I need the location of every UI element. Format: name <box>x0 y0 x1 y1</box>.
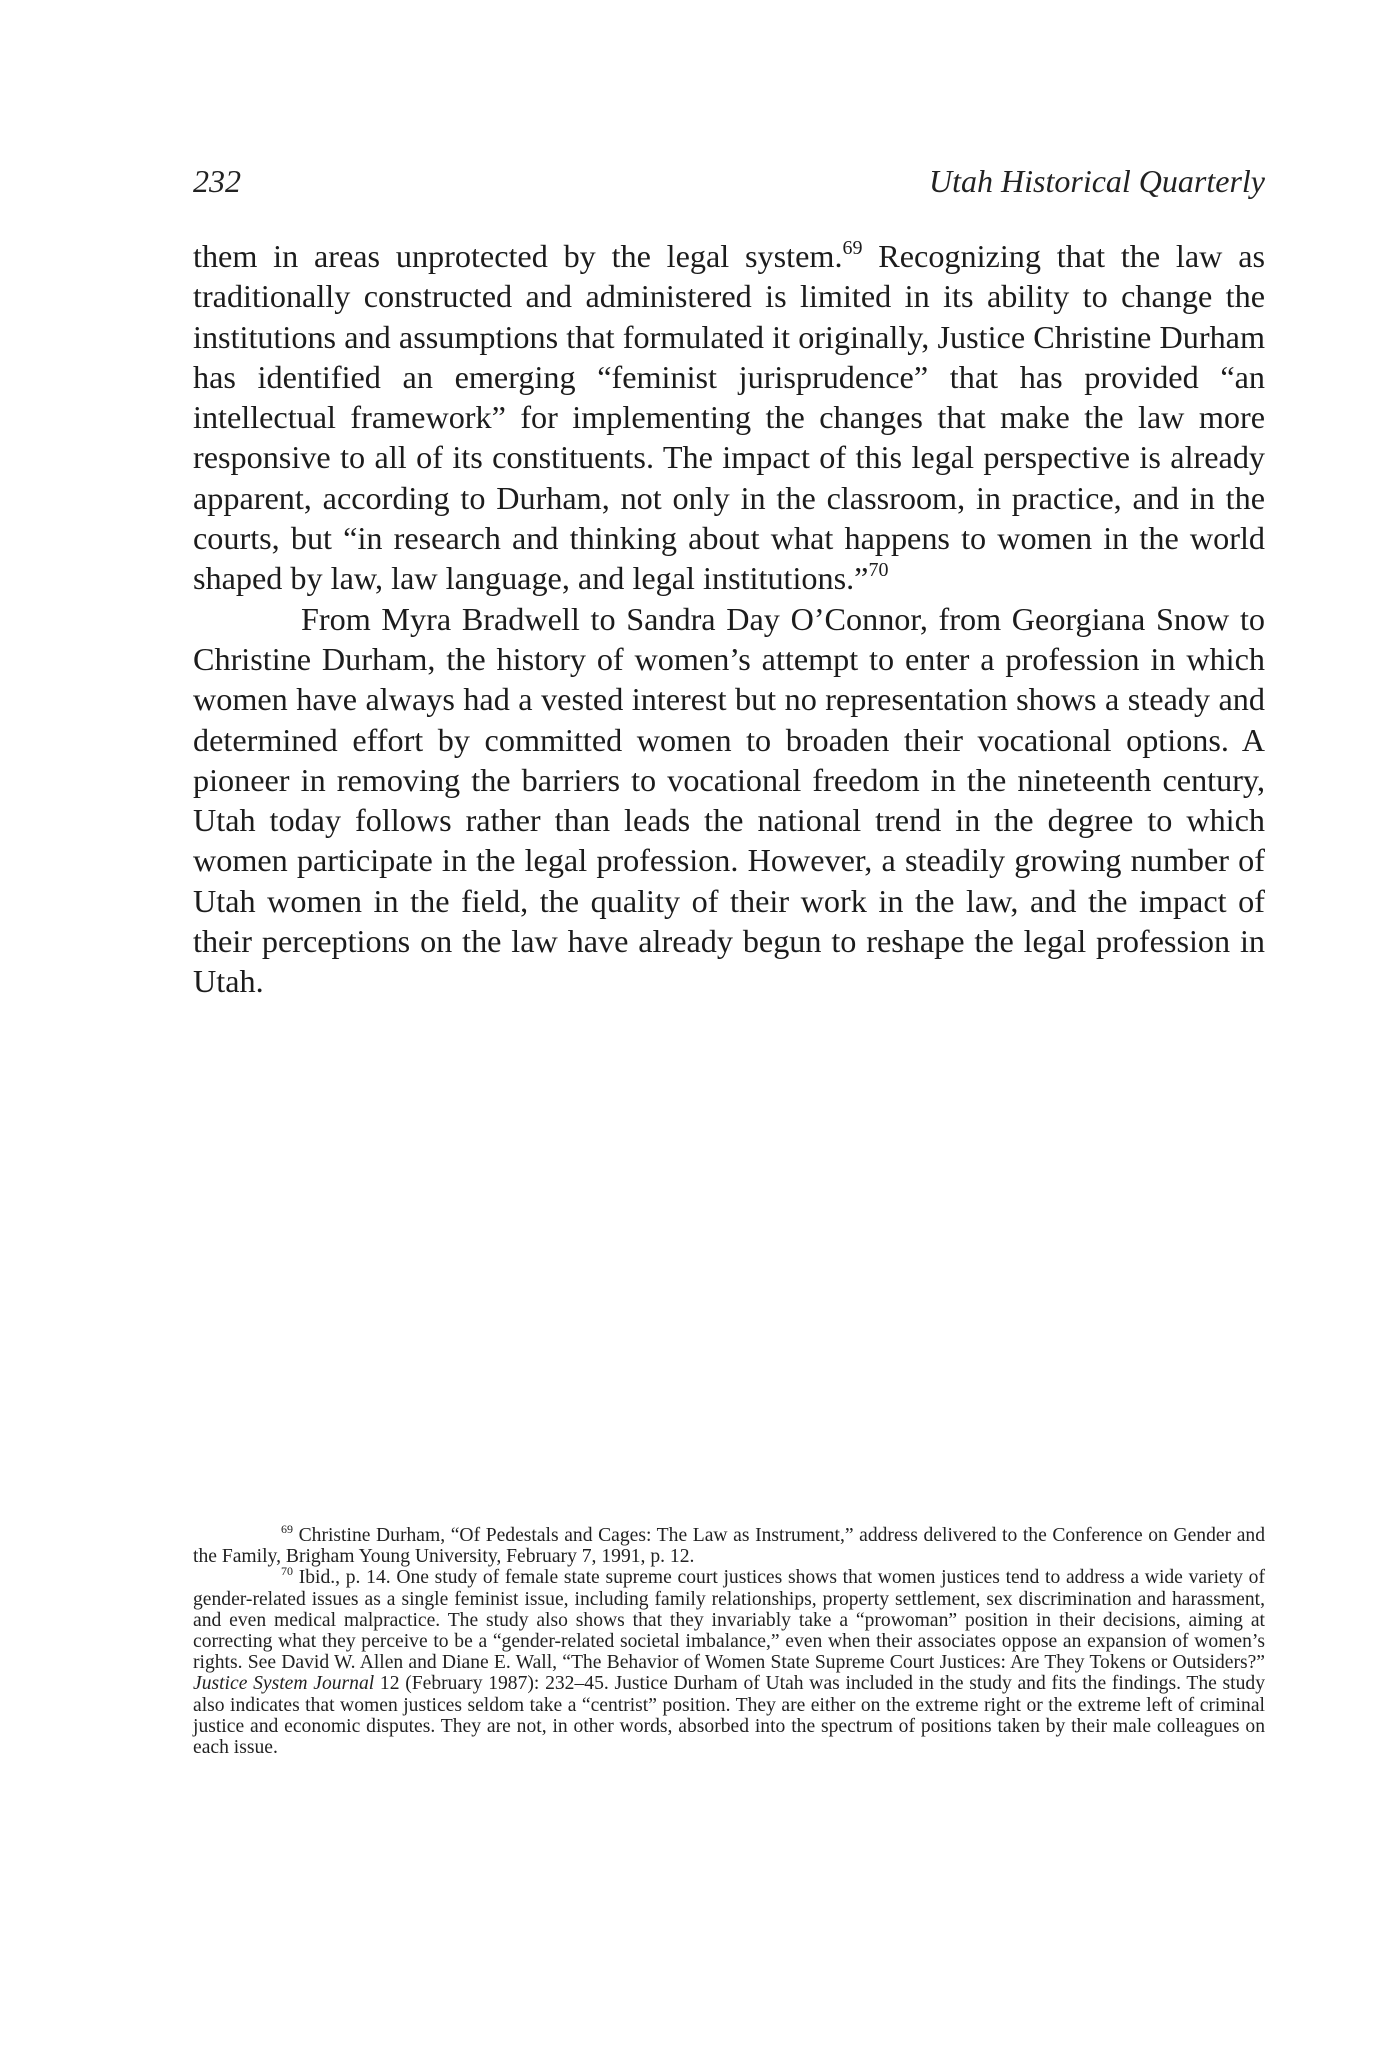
footnote-text: Ibid., p. 14. One study of female state supreme court justices shows that women justices tend to address a wide variety of gender-related issues as a single feminist issue, including family relationships, property settlement, sex discrimination and harassment, and even medical malpractice. The study also shows that they invariably take a “prowoman” position in their decisions, aiming at correcting what they perceive to be a “gender-related societal imbalance,” even when their associates oppose an expansion of women’s rights. See David W. Allen and Diane E. Wall, “The Behavior of Women State Supreme Court Justices: Are They Tokens or Outsiders?” <box>193 1567 1265 1674</box>
paragraph-1-part-2: Recognizing that the law as traditionally constructed and administered is limited in its ability to change the institutions and assumptions that formulated it originally, Justice Christine Durham has identified an emerging “feminist jurisprudence” that has provided “an intellectual framework” for implementing the changes that make the law more responsive to all of its constituents. The impact of this legal perspective is already apparent, according to Durham, not only in the classroom, in practice, and in the courts, but “in research and thinking about what happens to women in the world shaped by law, law language, and legal institutions.” <box>193 238 1266 597</box>
footnote-text: Christine Durham, “Of Pedestals and Cages: The Law as Instrument,” address delivered to the Conference on Gender and the Family, Brigham Young University, February 7, 1991, p. 12. <box>193 1525 1265 1568</box>
footnote-text-continued: 12 (February 1987): 232–45. Justice Durham of Utah was included in the study and fits the findings. The study also indicates that women justices seldom take a “centrist” position. They are either on the extreme right or the extreme left of criminal justice and economic disputes. They are not, in other words, absorbed into the spectrum of positions taken by their male colleagues on each issue. <box>193 1673 1265 1759</box>
footnote-70 <box>193 1564 1265 1759</box>
page-number: 232 <box>193 163 241 199</box>
journal-title: Utah Historical Quarterly <box>929 163 1265 199</box>
book-page <box>193 0 1265 2055</box>
paragraph-1 <box>193 236 1265 599</box>
journal-citation: Justice System Journal <box>193 1673 375 1695</box>
footnotes <box>193 1522 1265 1759</box>
footnote-ref-70[interactable]: 70 <box>868 559 889 582</box>
main-text <box>193 236 1265 1002</box>
running-header <box>193 163 1265 203</box>
paragraph-1-part-1: them in areas unprotected by the legal system. <box>193 238 843 274</box>
footnote-number: 70 <box>281 1564 293 1579</box>
footnote-69 <box>193 1522 1265 1568</box>
footnote-ref-69[interactable]: 69 <box>842 237 863 259</box>
paragraph-2: From Myra Bradwell to Sandra Day O’Connor, from Georgiana Snow to Christine Durham, the history of women’s attempt to enter a profession in which women have always had a vested interest but no representation shows a steady and determined effort by committed women to broaden their vocational options. A pioneer in removing the barriers to vocational freedom in the nineteenth century, Utah today follows rather than leads the national trend in the degree to which women participate in the legal profession. However, a steadily growing number of Utah women in the field, the quality of their work in the law, and the impact of their perceptions on the law have already begun to reshape the legal profession in Utah. <box>193 600 1265 1000</box>
footnote-number: 69 <box>281 1522 293 1536</box>
